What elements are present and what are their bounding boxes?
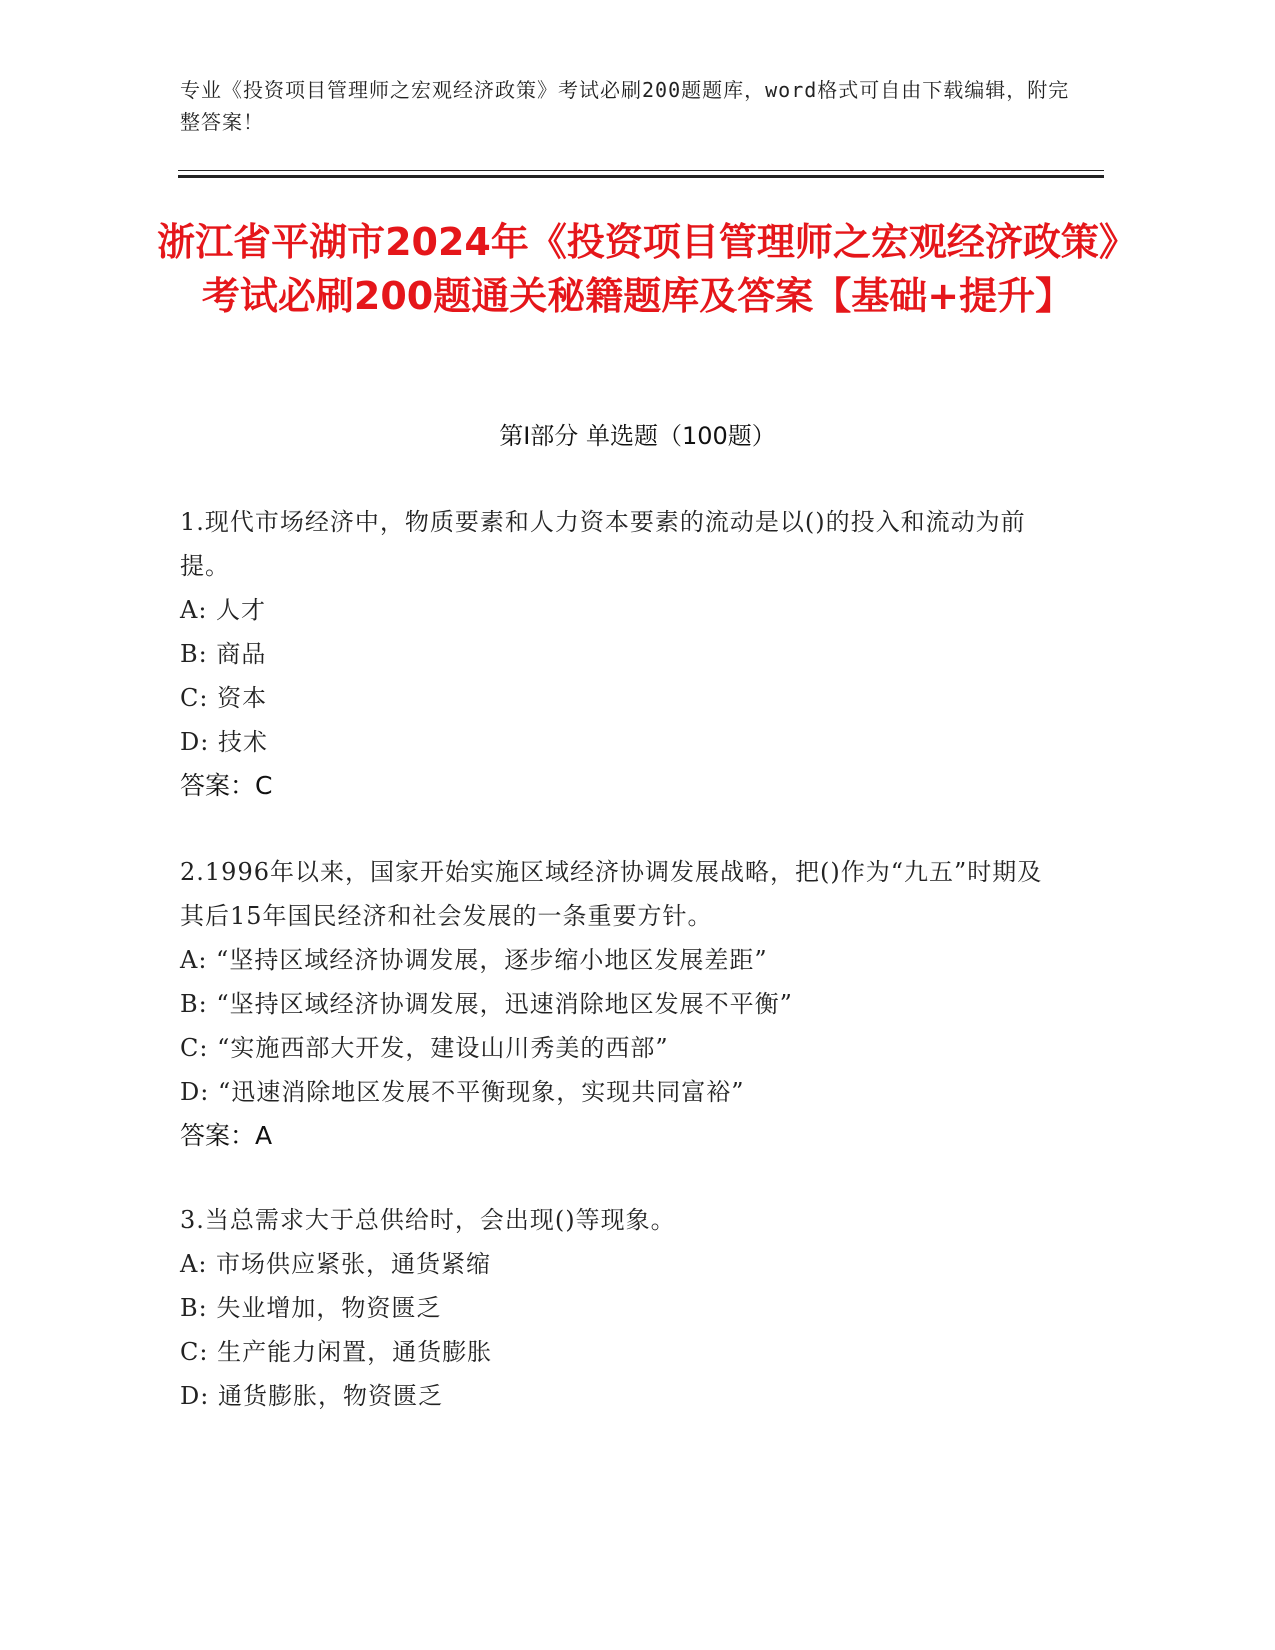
option-d: D: “迅速消除地区发展不平衡现象，实现共同富裕” [180,1078,745,1106]
option-a: A: 市场供应紧张，通货紧缩 [180,1250,492,1278]
answer: 答案：A [180,1121,273,1150]
option-a: A: “坚持区域经济协调发展，逐步缩小地区发展差距” [180,946,768,974]
option-b: B: 商品 [180,640,267,668]
option-b: B: “坚持区域经济协调发展，迅速消除地区发展不平衡” [180,990,793,1018]
option-b: B: 失业增加，物资匮乏 [180,1294,442,1322]
question-2 [180,850,1060,1158]
answer: 答案：C [180,771,273,800]
option-c: C: “实施西部大开发，建设山川秀美的西部” [180,1034,669,1062]
question-stem: 2.1996年以来，国家开始实施区域经济协调发展战略，把()作为“九五”时期及其后15年国民经济和社会发展的一条重要方针。 [180,858,1043,930]
option-c: C: 资本 [180,684,268,712]
question-1 [180,500,1060,808]
question-3 [180,1198,1060,1418]
header-note: 专业《投资项目管理师之宏观经济政策》考试必刷200题题库，word格式可自由下载编辑，附完整答案！ [180,78,1070,134]
option-d: D: 通货膨胀，物资匮乏 [180,1382,443,1410]
document-title: 浙江省平湖市2024年《投资项目管理师之宏观经济政策》考试必刷200题通关秘籍题库及答案【基础+提升】 [157,220,1118,318]
option-c: C: 生产能力闲置，通货膨胀 [180,1338,493,1366]
question-stem: 1.现代市场经济中，物质要素和人力资本要素的流动是以()的投入和流动为前提。 [180,508,1026,580]
question-stem: 3.当总需求大于总供给时，会出现()等现象。 [180,1206,676,1234]
header-divider-thin [178,170,1104,171]
section-heading: 第Ⅰ部分 单选题（100题） [499,422,776,450]
header-divider-thick [178,175,1104,178]
option-a: A: 人才 [180,596,267,624]
option-d: D: 技术 [180,728,268,756]
